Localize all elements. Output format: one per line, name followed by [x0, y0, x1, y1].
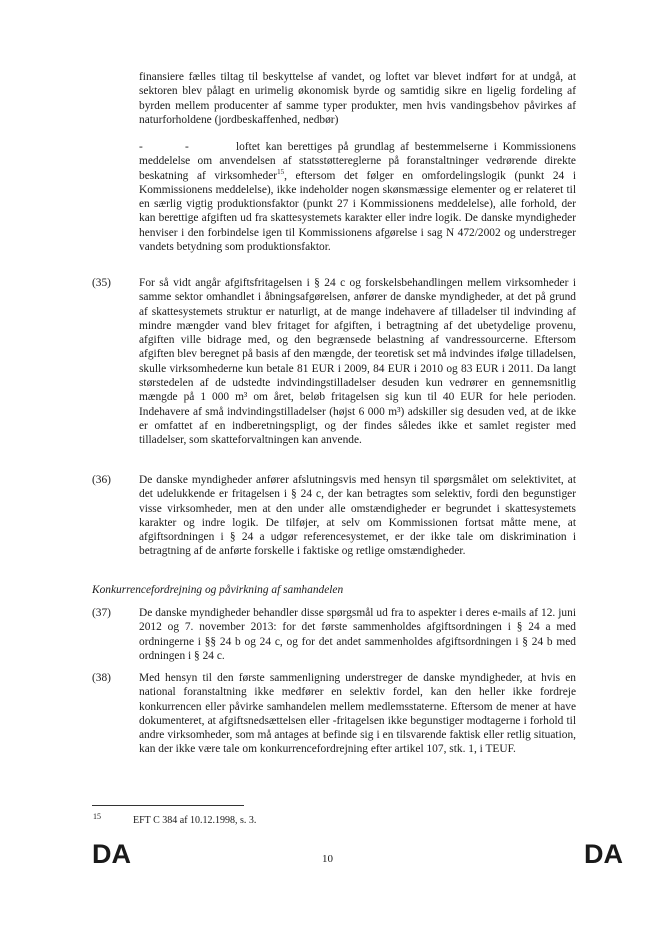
footnote-text: EFT C 384 af 10.12.1998, s. 3. [133, 815, 257, 826]
dash-marker-2: - [185, 141, 189, 153]
footnote-ref-15: 15 [277, 167, 285, 176]
page-number: 10 [322, 853, 333, 865]
section-heading: Konkurrencefordrejning og påvirkning af samhandelen [92, 584, 344, 596]
paragraph-37-number: (37) [92, 607, 111, 619]
paragraph-35-number: (35) [92, 277, 111, 289]
footnote-divider [92, 805, 244, 806]
language-code-left: DA [92, 839, 131, 869]
paragraph-38-number: (38) [92, 672, 111, 684]
paragraph-36-number: (36) [92, 474, 111, 486]
language-code-right: DA [584, 839, 623, 869]
paragraph-intro-continuation: finansiere fælles tiltag til beskyttelse af vandet, og loftet var blevet indført for at undgå, at sektoren blev pålagt en urimelig økonomisk byrde og samtidig sikre en ligelig fordeling af byrden mellem producenter af samme typer produkter, men hvis vandingsbehov påvirkes af naturforholdene (jordbeskaffenhed, nedbør) [139, 71, 576, 126]
paragraph-37: De danske myndigheder behandler disse spørgsmål ud fra to aspekter i deres e-mails af 12. juni 2012 og 7. november 2013: for det første sammenholdes afgiftsordningen i § 24 a med ordningerne i §§ 24 b og 24 c, og for det andet sammenholdes afgiftsordningen i § 24 b med ordningen i § 24 c. [139, 607, 576, 662]
paragraph-38: Med hensyn til den første sammenligning understreger de danske myndigheder, at hvis en national foranstaltning ikke medfører en selektiv fordel, kan den heller ikke fordreje konkurrencen eller påvirke samhandelen mellem medlemsstaterne. Eftersom de mener at have dokumenteret, at afgiftsnedsættelsen eller -fritagelsen ikke begunstiger modtagerne i forhold til andre virksomheder, som må antages at befinde sig i en tilsvarende faktisk eller retlig situation, kan der ikke være tale om konkurrencefordrejning efter artikel 107, stk. 1, i TEUF. [139, 672, 576, 756]
paragraph-dash-item [139, 140, 576, 254]
paragraph-35: For så vidt angår afgiftsfritagelsen i § 24 c og forskelsbehandlingen mellem virksomheder i samme sektor omhandlet i åbningsafgørelsen, anfører de danske myndigheder, at det på grund af skattesystemets struktur er naturligt, at de mange indehavere af tilladelser til indvinding af mindre mængder vand blev fritaget for afgiften, i betragtning af det ubetydelige provenu, afgiften ville bidrage med, og den begrænsede belastning af vandressourcerne. Eftersom afgiften blev beregnet på basis af den mængde, der teoretisk set må indvindes ifølge tilladelsen, skulle virksomhederne kun betale 81 EUR i 2009, 84 EUR i 2010 og 83 EUR i 2011. Da langt størstedelen af de udstedte indvindingstilladelser desuden kun vedrører en gennemsnitlig mængde på 1 000 m³ om året, beløb fritagelsen sig kun til 40 EUR for hele perioden. Indehavere af små indvindingstilladelser (højst 6 000 m³) adskiller sig desuden ved, at de ikke er omfattet af en indberetningspligt, og der findes således ikke et samlet register med tilladelser, som skatteforvaltningen kan anvende. [139, 277, 576, 447]
dash-item-text-b: , eftersom det følger en omfordelingslogik (punkt 24 i Kommissionens meddelelse), ikke indeholder nogen skønsmæssige elementer og er relateret til en særlig vigtig produktionsfaktor (punkt 27 i Kommissionens meddelelse), alle forhold, der kan berettige afgiften ud fra skattesystemets karakter eller indre logik. De danske myndigheder henviser i den forbindelse igen til Kommissionens afgørelse i sag N 472/2002 og understreger vandets betydning som produktionsfaktor. [139, 169, 576, 254]
footnote-number: 15 [93, 812, 101, 821]
dash-item-text-a: loftet kan berettiges på grundlag af bestemmelserne i Kommissionens meddelelse om anvendelsen af statsstøttereglerne på foranstaltninger vedrørende direkte beskatning af virksomheder [139, 141, 576, 182]
dash-marker-1: - [139, 141, 143, 153]
paragraph-36: De danske myndigheder anfører afslutningsvis med hensyn til spørgsmålet om selektivitet, at det udelukkende er fritagelsen i § 24 c, der kan betragtes som selektiv, fordi den begunstiger visse virksomheder, men at den under alle omstændigheder er begrundet i skattesystemets karakter og indre logik. De tilføjer, at selv om Kommissionen fortsat måtte mene, at afgiftsordningen i § 24 a udgør referencesystemet, er der ikke tale om diskrimination i betragtning af de anførte forskelle i faktiske og retlige omstændigheder. [139, 474, 576, 558]
